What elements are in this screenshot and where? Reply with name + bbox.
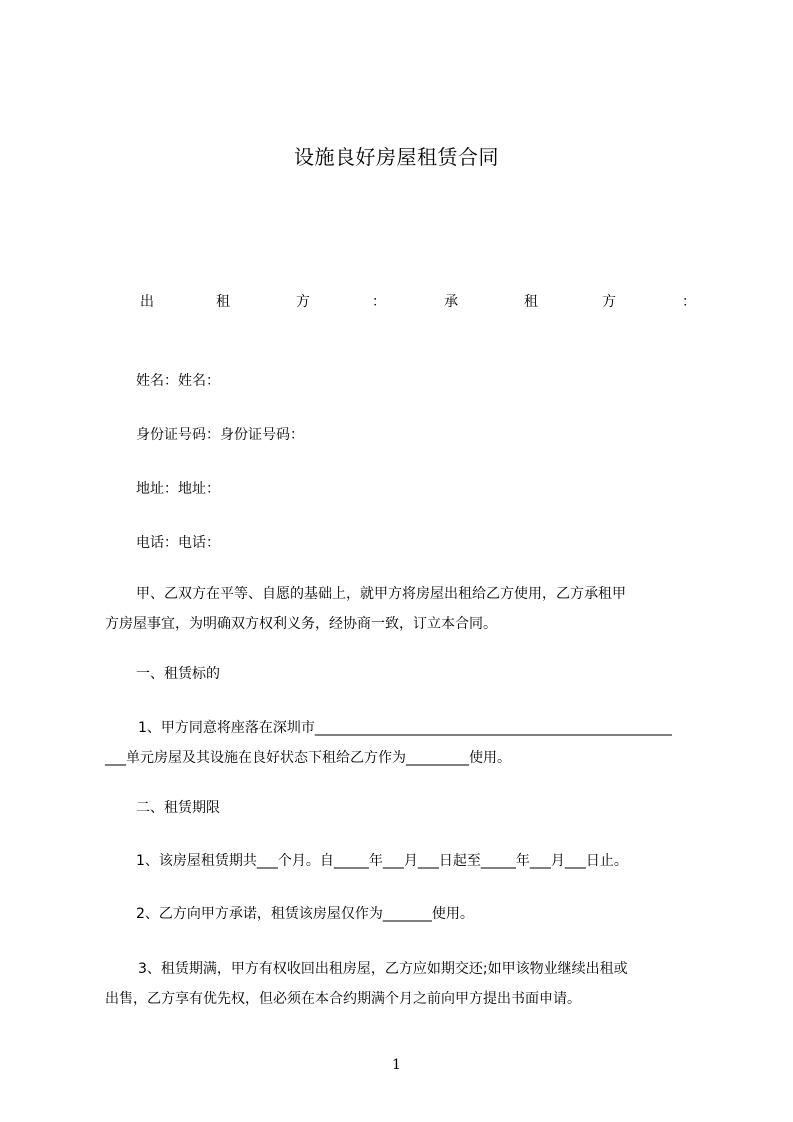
address-line: 地址：地址： (136, 481, 220, 497)
section1-heading: 一、租赁标的 (136, 666, 220, 682)
section2-item1: 1、该房屋租赁期共___个月。自_____年___月___日起至_____年___月___日止。 (136, 853, 628, 869)
section2-item2: 2、乙方向甲方承诺，租赁该房屋仅作为_______使用。 (136, 906, 474, 922)
parties-char: 出 (140, 294, 154, 310)
section2-heading: 二、租赁期限 (136, 800, 220, 816)
intro-paragraph (105, 579, 705, 639)
intro-line-2: 方房屋事宜，为明确双方权利义务，经协商一致，订立本合同。 (105, 616, 497, 632)
section2-item3-line-1: 3、租赁期满，甲方有权收回出租房屋，乙方应如期交还;如甲该物业继续出租或 (138, 961, 628, 977)
parties-char: 承 (444, 294, 458, 310)
parties-char: 租 (216, 294, 230, 310)
section2-item3 (105, 954, 705, 1014)
parties-char: ： (372, 294, 386, 310)
page-number: 1 (392, 1057, 401, 1073)
parties-char: 方 (296, 294, 310, 310)
phone-line: 电话：电话： (136, 535, 220, 551)
intro-line-1: 甲、乙双方在平等、自愿的基础上，就甲方将房屋出租给乙方使用，乙方承租甲 (136, 586, 626, 602)
section1-item1-line-1: 1、甲方同意将座落在深圳市___________________________________________________ (138, 720, 672, 736)
id-number-line: 身份证号码：身份证号码： (136, 427, 304, 443)
parties-char: 租 (524, 294, 538, 310)
parties-char: 方 (602, 294, 616, 310)
name-line: 姓名：姓名： (136, 373, 220, 389)
parties-line (136, 290, 696, 314)
section2-item3-line-2: 出售，乙方享有优先权，但必须在本合约期满个月之前向甲方提出书面申请。 (105, 991, 581, 1007)
section1-item1-line-2: ___单元房屋及其设施在良好状态下租给乙方作为_________使用。 (105, 750, 511, 766)
document-title: 设施良好房屋租赁合同 (294, 145, 499, 169)
section1-item1 (105, 713, 705, 773)
parties-char: ： (682, 294, 696, 310)
